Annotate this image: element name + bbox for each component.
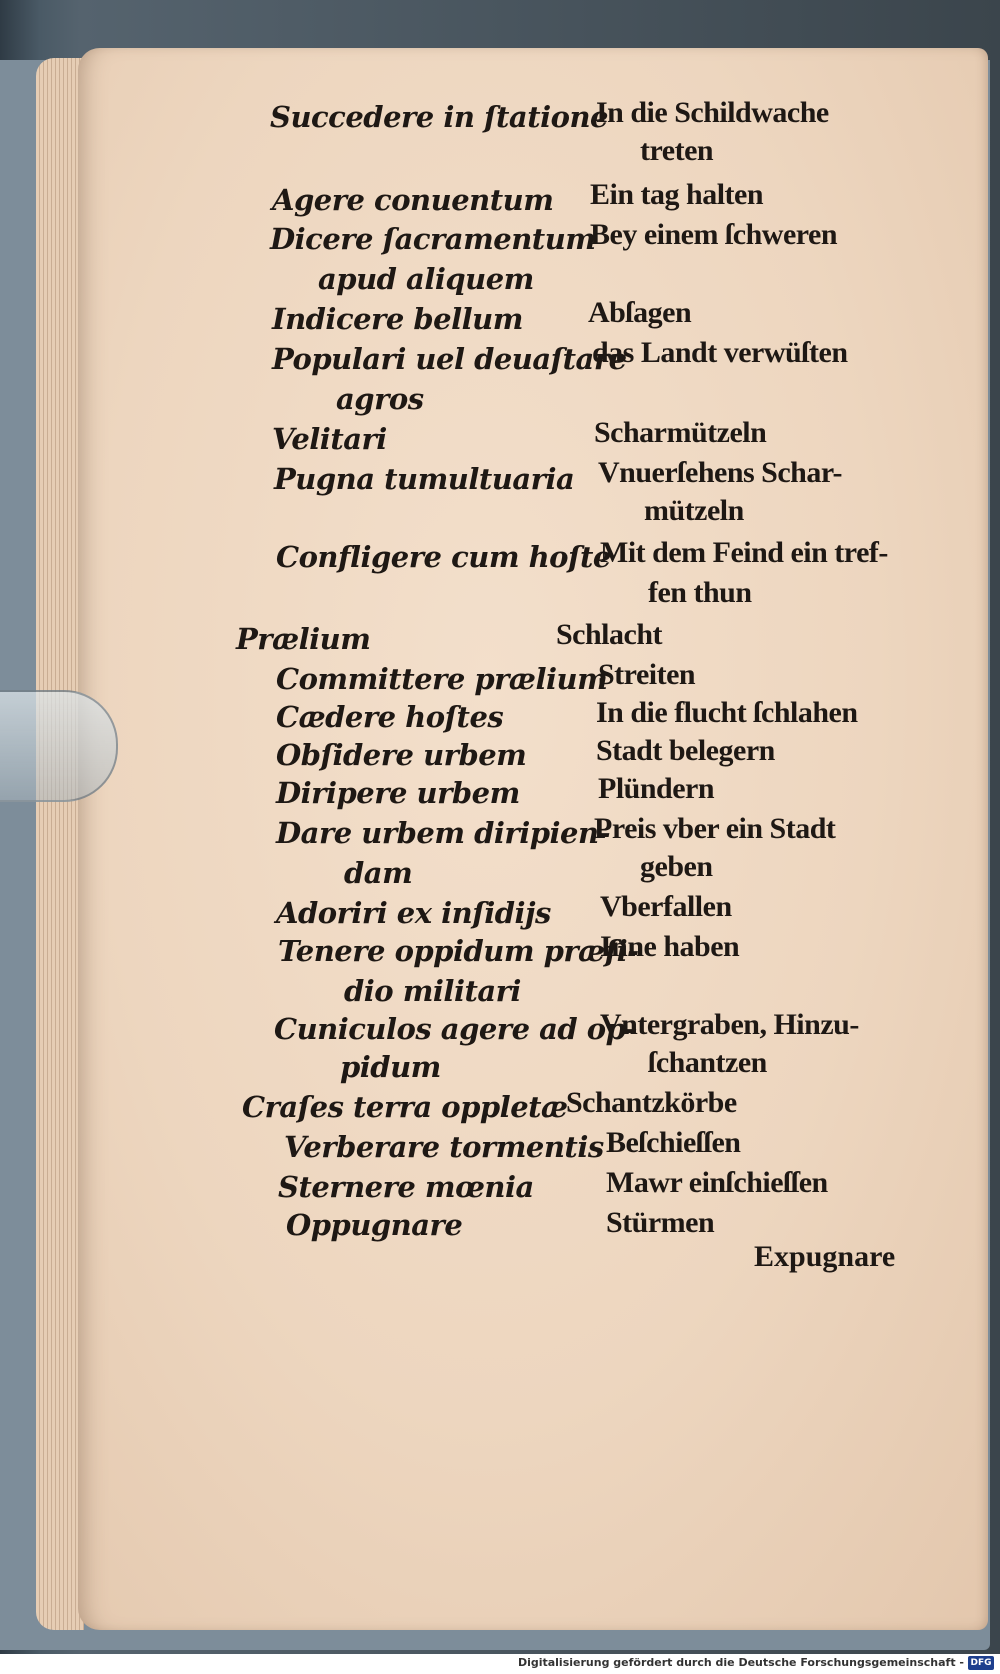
latin-term: pidum — [340, 1050, 441, 1084]
latin-term: Pugna tumultuaria — [274, 462, 575, 496]
latin-term: Obſidere urbem — [276, 738, 527, 772]
latin-term: Committere prælium — [276, 662, 608, 696]
german-term: Abſagen — [588, 296, 692, 329]
latin-term: Velitari — [272, 422, 387, 456]
latin-term: Agere conuentum — [272, 183, 554, 217]
german-term: Schantzkörbe — [566, 1086, 737, 1119]
german-term: Vntergraben, Hinzu- — [600, 1008, 859, 1041]
latin-term: Populari uel deuaſtare — [272, 342, 627, 376]
german-term: Stadt belegern — [596, 734, 775, 767]
latin-term: Verberare tormentis — [284, 1130, 604, 1164]
latin-term: Cuniculos agere ad op- — [274, 1012, 637, 1046]
german-term: Mit dem Feind ein tref- — [600, 536, 888, 569]
latin-term: Adoriri ex inſidijs — [276, 896, 551, 930]
latin-term: Craſes terra oppletæ — [242, 1090, 568, 1124]
page-edges — [36, 58, 84, 1630]
german-term: Streiten — [598, 658, 696, 691]
latin-term: Prælium — [236, 622, 371, 656]
german-term: In die Schildwache — [596, 96, 829, 129]
latin-term: Tenere oppidum præſi- — [278, 934, 639, 968]
german-term: Vnuerſehens Schar- — [598, 456, 843, 489]
german-term: Ein tag halten — [590, 178, 764, 211]
german-term: Vberfallen — [600, 890, 732, 923]
german-term: Beſchieſſen — [606, 1126, 741, 1159]
german-term: Bey einem ſchweren — [590, 218, 838, 251]
digitization-credit: Digitalisierung gefördert durch die Deutsche Forschungsgemeinschaft - — [517, 1656, 964, 1669]
latin-term: Confligere cum hoſte — [276, 540, 611, 574]
german-term: ſchantzen — [648, 1046, 767, 1079]
german-term: treten — [640, 134, 714, 167]
latin-term: Diripere urbem — [276, 776, 520, 810]
latin-term: Oppugnare — [286, 1208, 463, 1242]
latin-term: apud aliquem — [318, 262, 534, 296]
german-term: das Landt verwüſten — [592, 336, 848, 369]
latin-term: agros — [336, 382, 424, 416]
german-term: Scharmützeln — [594, 416, 767, 449]
latin-term: dam — [344, 856, 413, 890]
latin-term: Succedere in ſtatione — [270, 100, 608, 134]
german-term: In die flucht ſchlahen — [596, 696, 858, 729]
german-term: Plündern — [598, 772, 715, 805]
german-term: Preis vber ein Stadt — [594, 812, 836, 845]
catchword: Expugnare — [754, 1240, 896, 1273]
latin-term: Dicere ſacramentum — [270, 222, 596, 256]
german-term: geben — [640, 850, 713, 883]
dfg-logo-icon: DFG — [968, 1656, 994, 1670]
latin-term: Sternere mœnia — [278, 1170, 534, 1204]
german-term: fen thun — [648, 576, 752, 609]
latin-term: dio militari — [344, 974, 521, 1008]
german-term: mützeln — [644, 494, 744, 527]
german-term: Inne haben — [600, 930, 740, 963]
latin-term: Indicere bellum — [272, 302, 523, 336]
page-clip — [0, 690, 118, 802]
latin-term: Cædere hoſtes — [276, 700, 504, 734]
german-term: Stürmen — [606, 1206, 715, 1239]
german-term: Mawr einſchieſſen — [606, 1166, 828, 1199]
latin-term: Dare urbem diripien- — [276, 816, 611, 850]
german-term: Schlacht — [556, 618, 663, 651]
